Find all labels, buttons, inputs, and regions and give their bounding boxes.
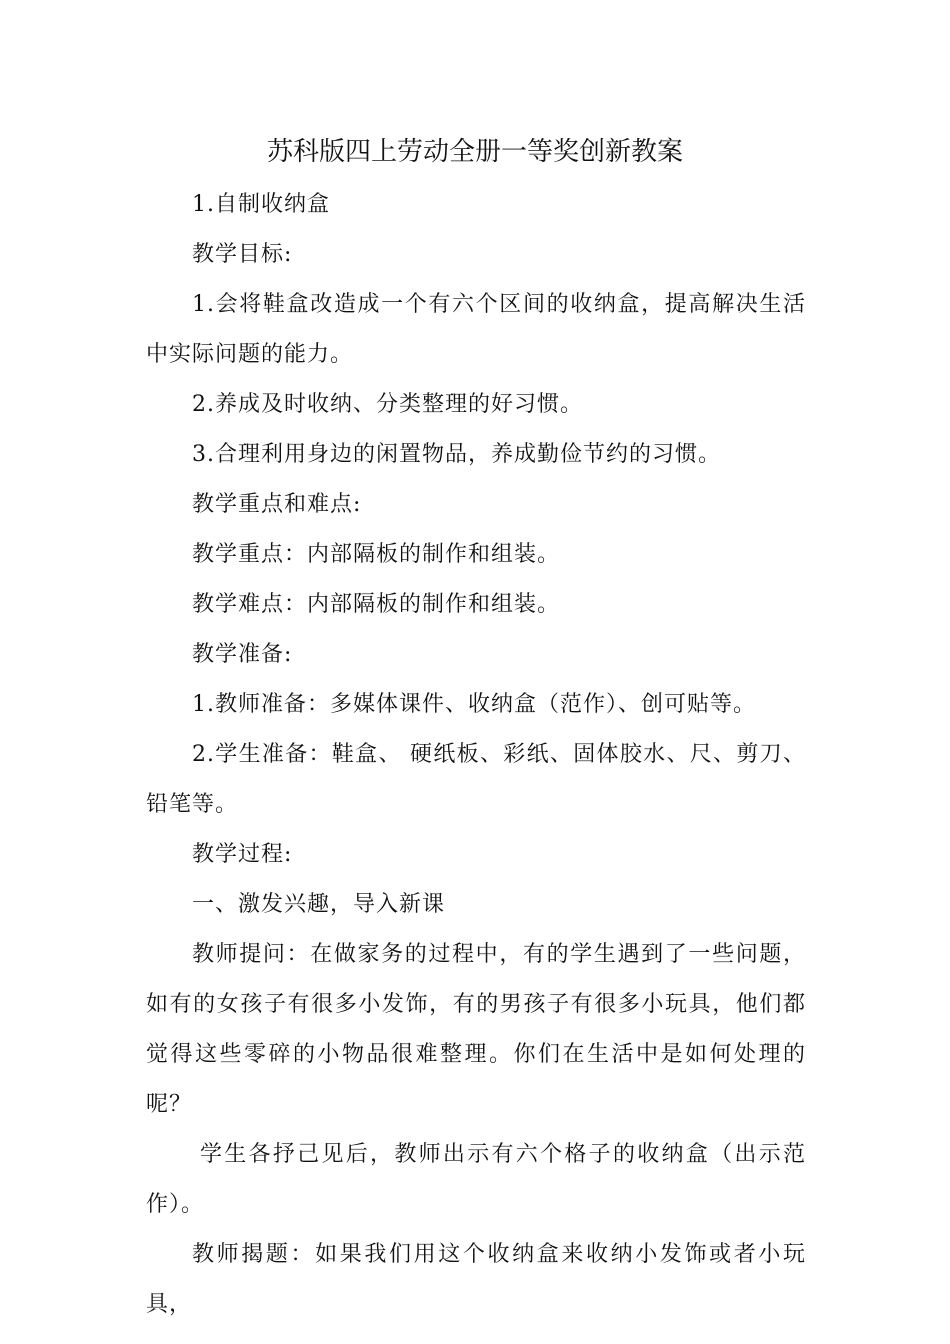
objective-item: 3.合理利用身边的闲置物品，养成勤俭节约的习惯。 <box>192 442 721 467</box>
body-paragraph: 教师揭题：如果我们用这个收纳盒来收纳小发饰或者小玩具， <box>146 1242 806 1317</box>
preparation-item: 2.学生准备：鞋盒、 硬纸板、彩纸、固体胶水、尺、剪刀、铅笔等。 <box>146 742 806 817</box>
body-paragraph: 教师提问：在做家务的过程中，有的学生遇到了一些问题，如有的女孩子有很多小发饰，有的男孩子有很多小玩具，他们都觉得这些零碎的小物品很难整理。你们在生活中是如何处理的呢？ <box>146 942 806 1117</box>
objective-item: 2.养成及时收纳、分类整理的好习惯。 <box>192 392 583 417</box>
body-paragraph: 学生各抒己见后，教师出示有六个格子的收纳盒（出示范作）。 <box>146 1142 806 1217</box>
section-heading-objectives: 教学目标: <box>192 242 293 267</box>
difficulty-item: 教学难点：内部隔板的制作和组装。 <box>192 592 561 617</box>
objective-item: 1.会将鞋盒改造成一个有六个区间的收纳盒，提高解决生活中实际问题的能力。 <box>146 292 806 367</box>
document-body <box>146 180 806 1330</box>
process-step-heading: 一、激发兴趣，导入新课 <box>192 892 446 917</box>
section-heading-preparation: 教学准备: <box>192 642 293 667</box>
key-point-item: 教学重点：内部隔板的制作和组装。 <box>192 542 561 567</box>
document-title: 苏科版四上劳动全册一等奖创新教案 <box>266 137 683 167</box>
section-heading-process: 教学过程: <box>192 842 293 867</box>
preparation-item: 1.教师准备：多媒体课件、收纳盒（范作）、创可贴等。 <box>192 692 756 717</box>
section-heading-key-points: 教学重点和难点: <box>192 492 362 517</box>
lesson-heading: 1.自制收纳盒 <box>192 192 330 217</box>
